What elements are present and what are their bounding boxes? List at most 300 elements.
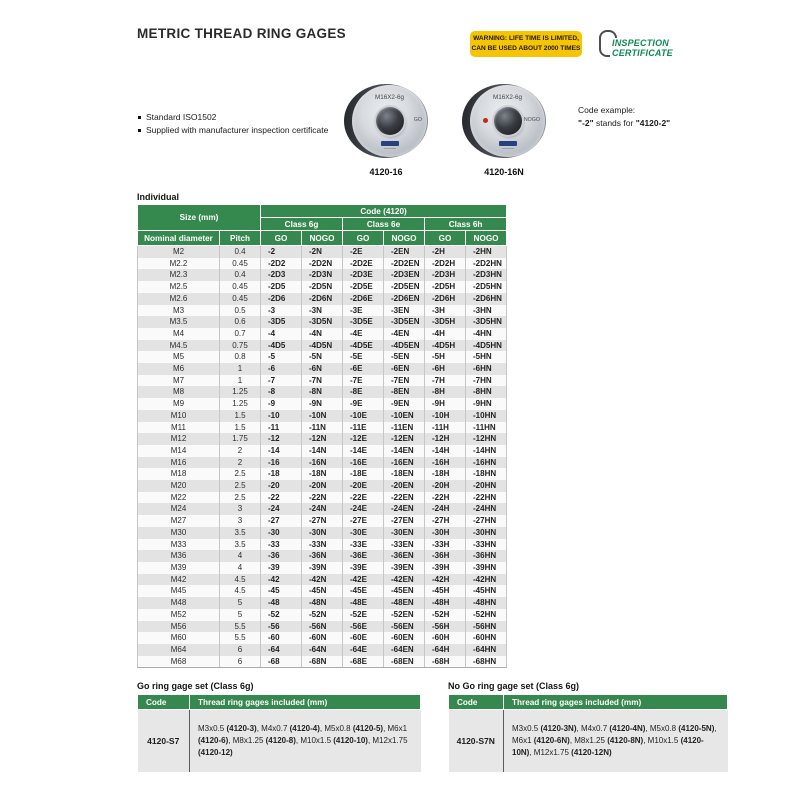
code-6g-go-cell: -52 [261, 609, 302, 621]
code-6h-go-cell: -36H [425, 550, 466, 562]
nominal-diameter-cell: M14 [138, 445, 220, 457]
gage-item: M10x1.5 (4120-10N), [512, 735, 704, 757]
pitch-cell: 0.8 [220, 351, 261, 363]
code-6g-go-cell: -16 [261, 457, 302, 469]
nominal-diameter-cell: M9 [138, 398, 220, 410]
table-row [138, 503, 507, 515]
inspection-certificate-logo [599, 30, 689, 62]
code-6g-nogo-cell: -24N [302, 503, 343, 515]
code-6e-go-cell: -42E [343, 574, 384, 586]
code-6g-go-cell: -2D2 [261, 258, 302, 270]
code-6e-nogo-cell: -5EN [384, 351, 425, 363]
code-6g-nogo-cell: -36N [302, 550, 343, 562]
insize-logo [381, 141, 399, 146]
code-6e-nogo-cell: -52EN [384, 609, 425, 621]
code-6g-nogo-cell: -56N [302, 621, 343, 633]
code-6h-nogo-cell: -10HN [466, 410, 507, 422]
code-6g-go-cell: -30 [261, 527, 302, 539]
code-6h-go-cell: -60H [425, 632, 466, 644]
pitch-cell: 3 [220, 515, 261, 527]
pitch-cell: 6 [220, 644, 261, 656]
code-6g-go-cell: -2D6 [261, 293, 302, 305]
code-6e-nogo-cell: -20EN [384, 480, 425, 492]
code-6e-go-cell: -2D3E [343, 269, 384, 281]
pitch-cell: 1.75 [220, 433, 261, 445]
feature-list [138, 111, 328, 137]
pitch-cell: 3 [220, 503, 261, 515]
code-6e-nogo-cell: -22EN [384, 492, 425, 504]
code-6e-nogo-cell: -24EN [384, 503, 425, 515]
code-6e-go-cell: -2D2E [343, 258, 384, 270]
code-6e-go-cell: -52E [343, 609, 384, 621]
code-6e-nogo-cell: -30EN [384, 527, 425, 539]
feature-item: Supplied with manufacturer inspection certificate [138, 124, 328, 137]
nominal-diameter-cell: M42 [138, 574, 220, 586]
code-6g-nogo-cell: -2N [302, 246, 343, 258]
code-6e-nogo-cell: -2D6EN [384, 293, 425, 305]
code-6e-go-cell: -24E [343, 503, 384, 515]
code-6h-go-cell: -8H [425, 386, 466, 398]
gage-item: M6x1 (4120-6), [198, 724, 408, 745]
table-row [138, 246, 507, 258]
code-6h-nogo-cell: -2D6HN [466, 293, 507, 305]
table-row [138, 293, 507, 305]
table-row [138, 363, 507, 375]
code-6h-nogo-cell: -12HN [466, 433, 507, 445]
table-row [138, 386, 507, 398]
code-6g-nogo-cell: -5N [302, 351, 343, 363]
set-code-value: 4120-S7N [449, 710, 504, 772]
code-6g-nogo-cell: -45N [302, 585, 343, 597]
code-6g-go-cell: -4D5 [261, 340, 302, 352]
go-set-title: Go ring gage set (Class 6g) [137, 681, 254, 691]
code-6g-go-cell: -68 [261, 656, 302, 668]
code-6g-go-cell: -8 [261, 386, 302, 398]
page-title: METRIC THREAD RING GAGES [137, 26, 346, 41]
gage-item: M6x1 (4120-6N), [512, 735, 575, 745]
table-row [138, 258, 507, 270]
code-6h-nogo-cell: -68HN [466, 656, 507, 668]
gage-item: M5x0.8 (4120-5N), [649, 724, 717, 734]
code-6e-go-cell: -9E [343, 398, 384, 410]
gage-item: M12x1.75 (4120-12N) [533, 747, 612, 757]
table-row [138, 340, 507, 352]
code-6g-nogo-cell: -68N [302, 656, 343, 668]
code-6g-go-cell: -22 [261, 492, 302, 504]
code-6e-nogo-cell: -6EN [384, 363, 425, 375]
code-6e-go-cell: -11E [343, 422, 384, 434]
pitch-cell: 0.45 [220, 293, 261, 305]
code-6e-go-cell: -36E [343, 550, 384, 562]
code-6h-nogo-cell: -4D5HN [466, 340, 507, 352]
inspection-certificate-label: INSPECTION CERTIFICATE [612, 38, 673, 58]
code-6e-go-cell: -33E [343, 539, 384, 551]
code-6g-go-cell: -4 [261, 328, 302, 340]
nominal-diameter-cell: M7 [138, 375, 220, 387]
nominal-diameter-cell: M2.5 [138, 281, 220, 293]
code-6e-go-cell: -27E [343, 515, 384, 527]
nominal-diameter-cell: M2.6 [138, 293, 220, 305]
code-6g-go-cell: -39 [261, 562, 302, 574]
ring-marking: M16X2-6g [492, 94, 523, 101]
code-6e-nogo-cell: -4EN [384, 328, 425, 340]
code-6e-go-cell: -10E [343, 410, 384, 422]
individual-section-label: Individual [137, 192, 180, 202]
gage-item: M4x0.7 (4120-4), [261, 724, 325, 734]
set-included-list [190, 710, 421, 772]
code-6h-go-cell: -2D6H [425, 293, 466, 305]
code-6e-nogo-cell: -2EN [384, 246, 425, 258]
nominal-diameter-cell: M5 [138, 351, 220, 363]
pitch-cell: 4.5 [220, 585, 261, 597]
go-label: GO [413, 117, 422, 123]
code-6e-go-cell: -2E [343, 246, 384, 258]
nominal-diameter-cell: M45 [138, 585, 220, 597]
code-6h-nogo-cell: -42HN [466, 574, 507, 586]
pitch-cell: 2 [220, 445, 261, 457]
table-row [138, 468, 507, 480]
nominal-diameter-cell: M68 [138, 656, 220, 668]
nogo-6h-header: NOGO [466, 231, 507, 246]
ring-marking: M16X2-6g [374, 94, 405, 101]
code-6e-nogo-cell: -33EN [384, 539, 425, 551]
feature-item: Standard ISO1502 [138, 111, 328, 124]
set-included-header: Thread ring gages included (mm) [504, 695, 728, 710]
code-6g-nogo-cell: -39N [302, 562, 343, 574]
code-6e-go-cell: -12E [343, 433, 384, 445]
nominal-diameter-cell: M52 [138, 609, 220, 621]
code-6h-go-cell: -2H [425, 246, 466, 258]
code-6h-go-cell: -33H [425, 539, 466, 551]
code-6g-go-cell: -2 [261, 246, 302, 258]
code-6h-go-cell: -5H [425, 351, 466, 363]
code-6g-go-cell: -12 [261, 433, 302, 445]
code-6e-go-cell: -60E [343, 632, 384, 644]
code-6e-go-cell: -30E [343, 527, 384, 539]
code-6h-nogo-cell: -48HN [466, 597, 507, 609]
nominal-diameter-cell: M56 [138, 621, 220, 633]
code-6h-go-cell: -68H [425, 656, 466, 668]
code-6g-go-cell: -20 [261, 480, 302, 492]
pitch-cell: 0.7 [220, 328, 261, 340]
nominal-diameter-cell: M12 [138, 433, 220, 445]
nominal-diameter-cell: M10 [138, 410, 220, 422]
code-6g-nogo-cell: -60N [302, 632, 343, 644]
code-6e-nogo-cell: -2D3EN [384, 269, 425, 281]
code-6h-nogo-cell: -2HN [466, 246, 507, 258]
nogo-red-dot [483, 118, 488, 123]
code-6e-go-cell: -68E [343, 656, 384, 668]
code-6e-nogo-cell: -18EN [384, 468, 425, 480]
code-6h-go-cell: -7H [425, 375, 466, 387]
code-6g-nogo-cell: -4N [302, 328, 343, 340]
code-6e-go-cell: -14E [343, 445, 384, 457]
code-6h-nogo-cell: -27HN [466, 515, 507, 527]
go-6e-header: GO [343, 231, 384, 246]
code-6h-nogo-cell: -60HN [466, 632, 507, 644]
gage-item: M8x1.25 (4120-8N), [574, 735, 648, 745]
code-6h-go-cell: -22H [425, 492, 466, 504]
code-6h-go-cell: -20H [425, 480, 466, 492]
code-6e-go-cell: -20E [343, 480, 384, 492]
go-6h-header: GO [425, 231, 466, 246]
code-6g-go-cell: -18 [261, 468, 302, 480]
table-row [138, 515, 507, 527]
code-6g-go-cell: -10 [261, 410, 302, 422]
gage-item: M3x0.5 (4120-3), [198, 724, 262, 734]
nominal-diameter-header: Nominal diameter [138, 231, 220, 246]
nominal-diameter-cell: M60 [138, 632, 220, 644]
code-6h-go-cell: -45H [425, 585, 466, 597]
table-row [138, 351, 507, 363]
code-6e-nogo-cell: -42EN [384, 574, 425, 586]
nogo-label: NOGO [523, 117, 540, 123]
code-6e-go-cell: -39E [343, 562, 384, 574]
code-6e-go-cell: -45E [343, 585, 384, 597]
ring-face [470, 85, 545, 157]
go-ring-figure [344, 84, 428, 177]
code-6g-go-cell: -33 [261, 539, 302, 551]
code-6g-go-cell: -7 [261, 375, 302, 387]
code-6h-go-cell: -2D2H [425, 258, 466, 270]
code-6e-go-cell: -4E [343, 328, 384, 340]
ring-face [352, 85, 427, 157]
code-6e-nogo-cell: -14EN [384, 445, 425, 457]
code-6h-go-cell: -56H [425, 621, 466, 633]
table-row [138, 539, 507, 551]
gage-item: M4x0.7 (4120-4N), [580, 724, 650, 734]
pitch-cell: 0.45 [220, 281, 261, 293]
code-6e-nogo-cell: -4D5EN [384, 340, 425, 352]
pitch-cell: 3.5 [220, 527, 261, 539]
code-6g-nogo-cell: -52N [302, 609, 343, 621]
warning-line1: WARNING: LIFE TIME IS LIMITED, [473, 35, 579, 43]
nominal-diameter-cell: M20 [138, 480, 220, 492]
pitch-cell: 4 [220, 550, 261, 562]
code-6g-nogo-cell: -7N [302, 375, 343, 387]
table-row [138, 597, 507, 609]
ring-hole [494, 107, 522, 135]
table-row [138, 632, 507, 644]
pitch-cell: 1 [220, 375, 261, 387]
table-row [138, 480, 507, 492]
nominal-diameter-cell: M4.5 [138, 340, 220, 352]
code-6e-nogo-cell: -10EN [384, 410, 425, 422]
pitch-cell: 2.5 [220, 492, 261, 504]
code-6g-nogo-cell: -22N [302, 492, 343, 504]
code-6g-nogo-cell: -14N [302, 445, 343, 457]
table-row [138, 550, 507, 562]
go-ring-caption: 4120-16 [369, 167, 403, 177]
code-6g-nogo-cell: -2D5N [302, 281, 343, 293]
code-6g-go-cell: -3 [261, 305, 302, 317]
nominal-diameter-cell: M30 [138, 527, 220, 539]
code-6e-go-cell: -56E [343, 621, 384, 633]
code-6e-go-cell: -2D5E [343, 281, 384, 293]
table-row [138, 710, 421, 772]
code-6h-nogo-cell: -45HN [466, 585, 507, 597]
code-6e-nogo-cell: -7EN [384, 375, 425, 387]
pitch-cell: 0.5 [220, 305, 261, 317]
size-header: Size (mm) [138, 205, 261, 231]
code-6g-nogo-cell: -48N [302, 597, 343, 609]
code-6g-nogo-cell: -2D3N [302, 269, 343, 281]
pitch-cell: 1.5 [220, 422, 261, 434]
code-6h-nogo-cell: -24HN [466, 503, 507, 515]
table-row [138, 457, 507, 469]
nogo-set-title: No Go ring gage set (Class 6g) [448, 681, 580, 691]
code-6h-go-cell: -14H [425, 445, 466, 457]
code-example-text: "-2" stands for "4120-2" [578, 118, 671, 129]
pitch-cell: 3.5 [220, 539, 261, 551]
code-6h-go-cell: -30H [425, 527, 466, 539]
code-6g-nogo-cell: -11N [302, 422, 343, 434]
code-6e-nogo-cell: -16EN [384, 457, 425, 469]
insize-logo [499, 141, 517, 146]
code-6e-nogo-cell: -36EN [384, 550, 425, 562]
nominal-diameter-cell: M3.5 [138, 316, 220, 328]
code-6h-nogo-cell: -39HN [466, 562, 507, 574]
pitch-cell: 1.25 [220, 386, 261, 398]
code-6e-nogo-cell: -56EN [384, 621, 425, 633]
code-6e-nogo-cell: -39EN [384, 562, 425, 574]
code-6g-nogo-cell: -9N [302, 398, 343, 410]
code-6h-nogo-cell: -36HN [466, 550, 507, 562]
code-6g-nogo-cell: -3D5N [302, 316, 343, 328]
code-6e-go-cell: -3D5E [343, 316, 384, 328]
code-6h-nogo-cell: -16HN [466, 457, 507, 469]
code-6h-go-cell: -48H [425, 597, 466, 609]
pitch-cell: 6 [220, 656, 261, 668]
code-6g-go-cell: -60 [261, 632, 302, 644]
pitch-cell: 2 [220, 457, 261, 469]
nominal-diameter-cell: M18 [138, 468, 220, 480]
table-row [138, 609, 507, 621]
code-6e-go-cell: -3E [343, 305, 384, 317]
class-6h-header: Class 6h [425, 218, 507, 231]
code-example [578, 104, 670, 130]
code-6e-go-cell: -48E [343, 597, 384, 609]
code-6g-nogo-cell: -33N [302, 539, 343, 551]
code-6g-nogo-cell: -20N [302, 480, 343, 492]
code-6h-go-cell: -12H [425, 433, 466, 445]
code-6h-go-cell: -3D5H [425, 316, 466, 328]
set-included-header: Thread ring gages included (mm) [190, 695, 421, 710]
nogo-ring-caption: 4120-16N [484, 167, 524, 177]
code-6h-go-cell: -4D5H [425, 340, 466, 352]
table-row [138, 375, 507, 387]
code-6g-nogo-cell: -10N [302, 410, 343, 422]
code-6h-nogo-cell: -33HN [466, 539, 507, 551]
pitch-cell: 5.5 [220, 632, 261, 644]
table-row [138, 574, 507, 586]
code-6h-go-cell: -2D3H [425, 269, 466, 281]
pitch-cell: 1 [220, 363, 261, 375]
code-6g-go-cell: -36 [261, 550, 302, 562]
nominal-diameter-cell: M4 [138, 328, 220, 340]
code-6g-go-cell: -48 [261, 597, 302, 609]
code-6h-go-cell: -39H [425, 562, 466, 574]
table-row [138, 492, 507, 504]
code-6g-nogo-cell: -8N [302, 386, 343, 398]
code-6e-go-cell: -7E [343, 375, 384, 387]
code-6e-nogo-cell: -11EN [384, 422, 425, 434]
class-6e-header: Class 6e [343, 218, 425, 231]
code-6g-nogo-cell: -16N [302, 457, 343, 469]
code-6h-go-cell: -24H [425, 503, 466, 515]
pitch-cell: 5 [220, 609, 261, 621]
code-6e-nogo-cell: -27EN [384, 515, 425, 527]
go-6g-header: GO [261, 231, 302, 246]
code-6e-nogo-cell: -2D2EN [384, 258, 425, 270]
code-6g-nogo-cell: -3N [302, 305, 343, 317]
table-row [138, 433, 507, 445]
code-6h-nogo-cell: -30HN [466, 527, 507, 539]
go-set-table [137, 694, 421, 772]
pitch-cell: 1.25 [220, 398, 261, 410]
code-6g-go-cell: -9 [261, 398, 302, 410]
nogo-set-table [448, 694, 728, 772]
pitch-cell: 4.5 [220, 574, 261, 586]
code-6h-nogo-cell: -14HN [466, 445, 507, 457]
code-header: Code (4120) [261, 205, 507, 218]
nogo-ring-figure [462, 84, 546, 177]
pitch-cell: 0.4 [220, 246, 261, 258]
code-6g-go-cell: -27 [261, 515, 302, 527]
nominal-diameter-cell: M48 [138, 597, 220, 609]
nominal-diameter-cell: M33 [138, 539, 220, 551]
code-6h-nogo-cell: -6HN [466, 363, 507, 375]
code-6g-nogo-cell: -42N [302, 574, 343, 586]
code-6g-go-cell: -56 [261, 621, 302, 633]
nogo-6g-header: NOGO [302, 231, 343, 246]
pitch-cell: 0.4 [220, 269, 261, 281]
code-6g-go-cell: -45 [261, 585, 302, 597]
nominal-diameter-cell: M16 [138, 457, 220, 469]
table-row [138, 410, 507, 422]
code-6e-go-cell: -64E [343, 644, 384, 656]
gage-item: M8x1.25 (4120-8), [232, 735, 301, 745]
nominal-diameter-cell: M27 [138, 515, 220, 527]
nominal-diameter-cell: M11 [138, 422, 220, 434]
code-6g-go-cell: -24 [261, 503, 302, 515]
gage-item: M12x1.75 (4120-12) [198, 735, 408, 757]
code-6h-nogo-cell: -18HN [466, 468, 507, 480]
code-6h-go-cell: -9H [425, 398, 466, 410]
nogo-6e-header: NOGO [384, 231, 425, 246]
table-row [138, 305, 507, 317]
code-6e-nogo-cell: -48EN [384, 597, 425, 609]
gage-item: M5x0.8 (4120-5), [324, 724, 388, 734]
set-code-header: Code [449, 695, 504, 710]
code-6g-go-cell: -5 [261, 351, 302, 363]
nominal-diameter-cell: M3 [138, 305, 220, 317]
code-6h-go-cell: -4H [425, 328, 466, 340]
pitch-cell: 0.75 [220, 340, 261, 352]
code-6h-go-cell: -16H [425, 457, 466, 469]
code-6g-go-cell: -42 [261, 574, 302, 586]
code-6h-nogo-cell: -3D5HN [466, 316, 507, 328]
code-6e-nogo-cell: -9EN [384, 398, 425, 410]
code-6h-nogo-cell: -8HN [466, 386, 507, 398]
code-6g-nogo-cell: -30N [302, 527, 343, 539]
pitch-cell: 2.5 [220, 468, 261, 480]
nominal-diameter-cell: M64 [138, 644, 220, 656]
code-6e-nogo-cell: -64EN [384, 644, 425, 656]
code-6h-nogo-cell: -4HN [466, 328, 507, 340]
table-row [138, 422, 507, 434]
code-6h-nogo-cell: -22HN [466, 492, 507, 504]
